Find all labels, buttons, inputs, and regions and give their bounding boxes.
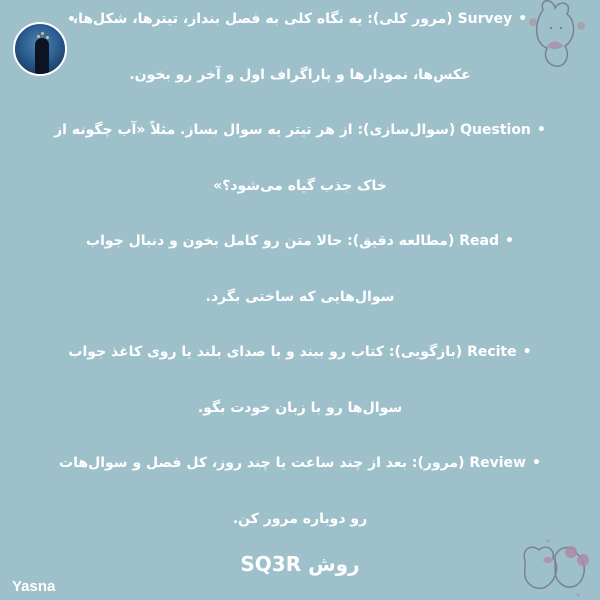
bullet-icon: • — [536, 122, 546, 138]
step-text: رو دوباره مرور کن. — [232, 511, 368, 527]
recite-step-line-1 — [0, 344, 600, 360]
recite-step-line-2 — [0, 400, 600, 416]
read-step-line-2 — [0, 289, 600, 305]
survey-step-line-2 — [0, 67, 600, 83]
step-text: Survey (مرور کلی): یه نگاه کلی به فصل بنداز، تیترها، شکل‌ها، — [72, 11, 513, 27]
question-step-line-1 — [0, 122, 600, 138]
question-step-line-2 — [0, 178, 600, 194]
step-text: سوال‌ها رو با زبان خودت بگو. — [197, 400, 403, 416]
step-text: عکس‌ها، نمودارها و پاراگراف اول و آخر رو بخون. — [129, 67, 471, 83]
author-signature: Yasna — [12, 578, 56, 595]
avatar-detail — [46, 36, 49, 39]
step-text: خاک جذب گیاه می‌شود؟» — [213, 178, 387, 194]
step-text: Question (سوال‌سازی): از هر تیتر یه سوال بساز. مثلاً «آب چگونه از — [54, 122, 531, 138]
step-text: Recite (بازگویی): کتاب رو ببند و با صدای بلند یا روی کاغذ جواب — [68, 344, 517, 360]
read-step-line-1 — [0, 233, 600, 249]
step-text: سوال‌هایی که ساختی بگرد. — [205, 289, 395, 305]
survey-step-line-1 — [0, 11, 600, 27]
bullet-icon: • — [531, 455, 541, 471]
page-title: روش SQ3R — [240, 552, 360, 576]
bullet-icon: • — [522, 344, 532, 360]
step-text: Review (مرور): بعد از چند ساعت یا چند روز، کل فصل و سوال‌هات — [59, 455, 526, 471]
review-step-line-2 — [0, 511, 600, 527]
bullet-icon: • — [504, 233, 514, 249]
step-text: Read (مطالعه دقیق): حالا متن رو کامل بخون و دنبال جواب — [86, 233, 499, 249]
review-step-line-1 — [0, 455, 600, 471]
avatar-detail — [41, 32, 44, 35]
bullet-icon: • — [518, 11, 528, 27]
